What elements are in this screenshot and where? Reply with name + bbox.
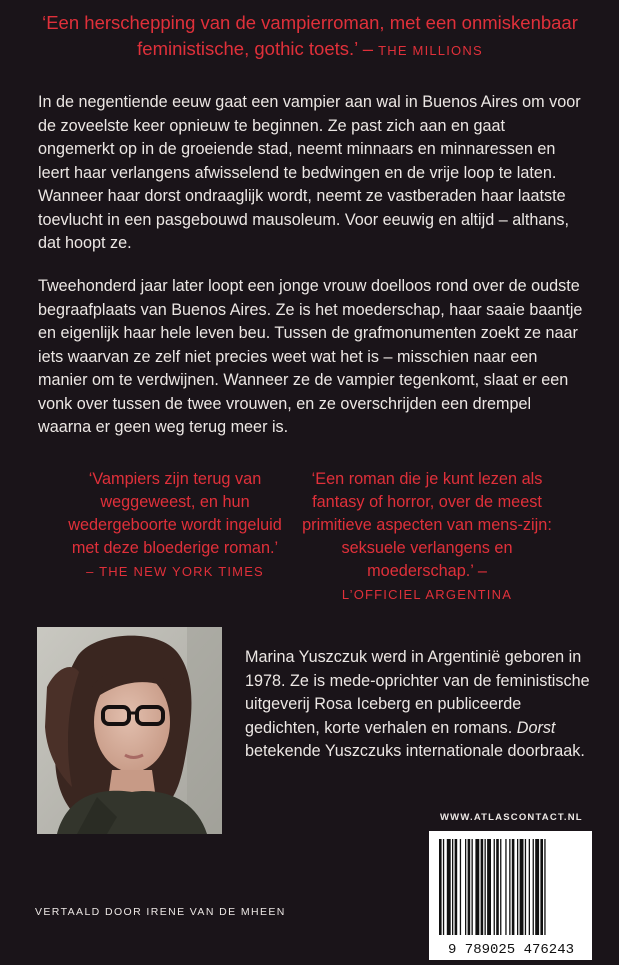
review-quote-1-text: ‘Vampiers zijn terug van weggeweest, en hun wedergeboorte wordt ingeluid met deze bloederige roman.’ xyxy=(68,470,282,557)
review-quote-1-source: – THE NEW YORK TIMES xyxy=(86,564,264,579)
top-quote xyxy=(30,10,590,64)
top-quote-source: THE MILLIONS xyxy=(378,43,483,58)
author-bio-text: Marina Yuszczuk werd in Argentinië geboren in 1978. Ze is mede-oprichter van de feministische uitgeverij Rosa Iceberg en publiceerde gedichten, korte verhalen en romans. xyxy=(245,648,590,737)
top-quote-text: ‘Een herschepping van de vampierroman, met een onmiskenbaar feministische, gothic toets.’ – xyxy=(42,12,578,59)
review-quote-2-source: L’OFFICIEL ARGENTINA xyxy=(341,587,513,602)
blurb-paragraph-1: In de negentiende eeuw gaat een vampier aan wal in Buenos Aires om voor de zoveelste keer opnieuw te beginnen. Ze past zich aan en gaat ongemerkt op in de groeiende stad, neemt minnaars en minnaressen en leert haar verlangens afwisselend te bedwingen en de vrije loop te laten. Wanneer haar dorst ondraaglijk wordt, neemt ze vastberaden haar laatste toevlucht in een pasgebouwd mausoleum. Voor eeuwig en altijd – althans, dat hoopt ze. xyxy=(38,93,581,252)
publisher-website: WWW.ATLASCONTACT.NL xyxy=(440,812,583,823)
book-title: Dorst xyxy=(516,718,556,737)
review-quote-2 xyxy=(296,468,558,606)
isbn-number: 9 789025 476243 xyxy=(447,942,575,958)
blurb-paragraph-2: Tweehonderd jaar later loopt een jonge vrouw doelloos rond over de oudste begraafplaats van Buenos Aires. Ze is het moederschap, haar saaie baantje en eigenlijk haar hele leven beu. Tussen de grafmonumenten zoekt ze naar iets waarvan ze zelf niet precies weet wat het is – misschien naar een manier om te verdwijnen. Wanneer ze de vampier tegenkomt, slaat er een vonk over tussen de twee vrouwen, en ze overschrijden een drempel waarna er geen weg terug meer is. xyxy=(38,277,583,436)
translator-credit: VERTAALD DOOR IRENE VAN DE MHEEN xyxy=(35,906,286,918)
author-bio-text-end: betekende Yuszczuks internationale doorbraak. xyxy=(245,742,585,760)
author-bio xyxy=(245,646,590,764)
author-photo xyxy=(37,627,222,834)
review-quote-2-text: ‘Een roman die je kunt lezen als fantasy of horror, over de meest primitieve aspecten van mens-zijn: seksuele verlangens en moederschap.’ – xyxy=(302,470,552,580)
barcode xyxy=(429,831,592,960)
review-quote-1 xyxy=(55,468,295,583)
